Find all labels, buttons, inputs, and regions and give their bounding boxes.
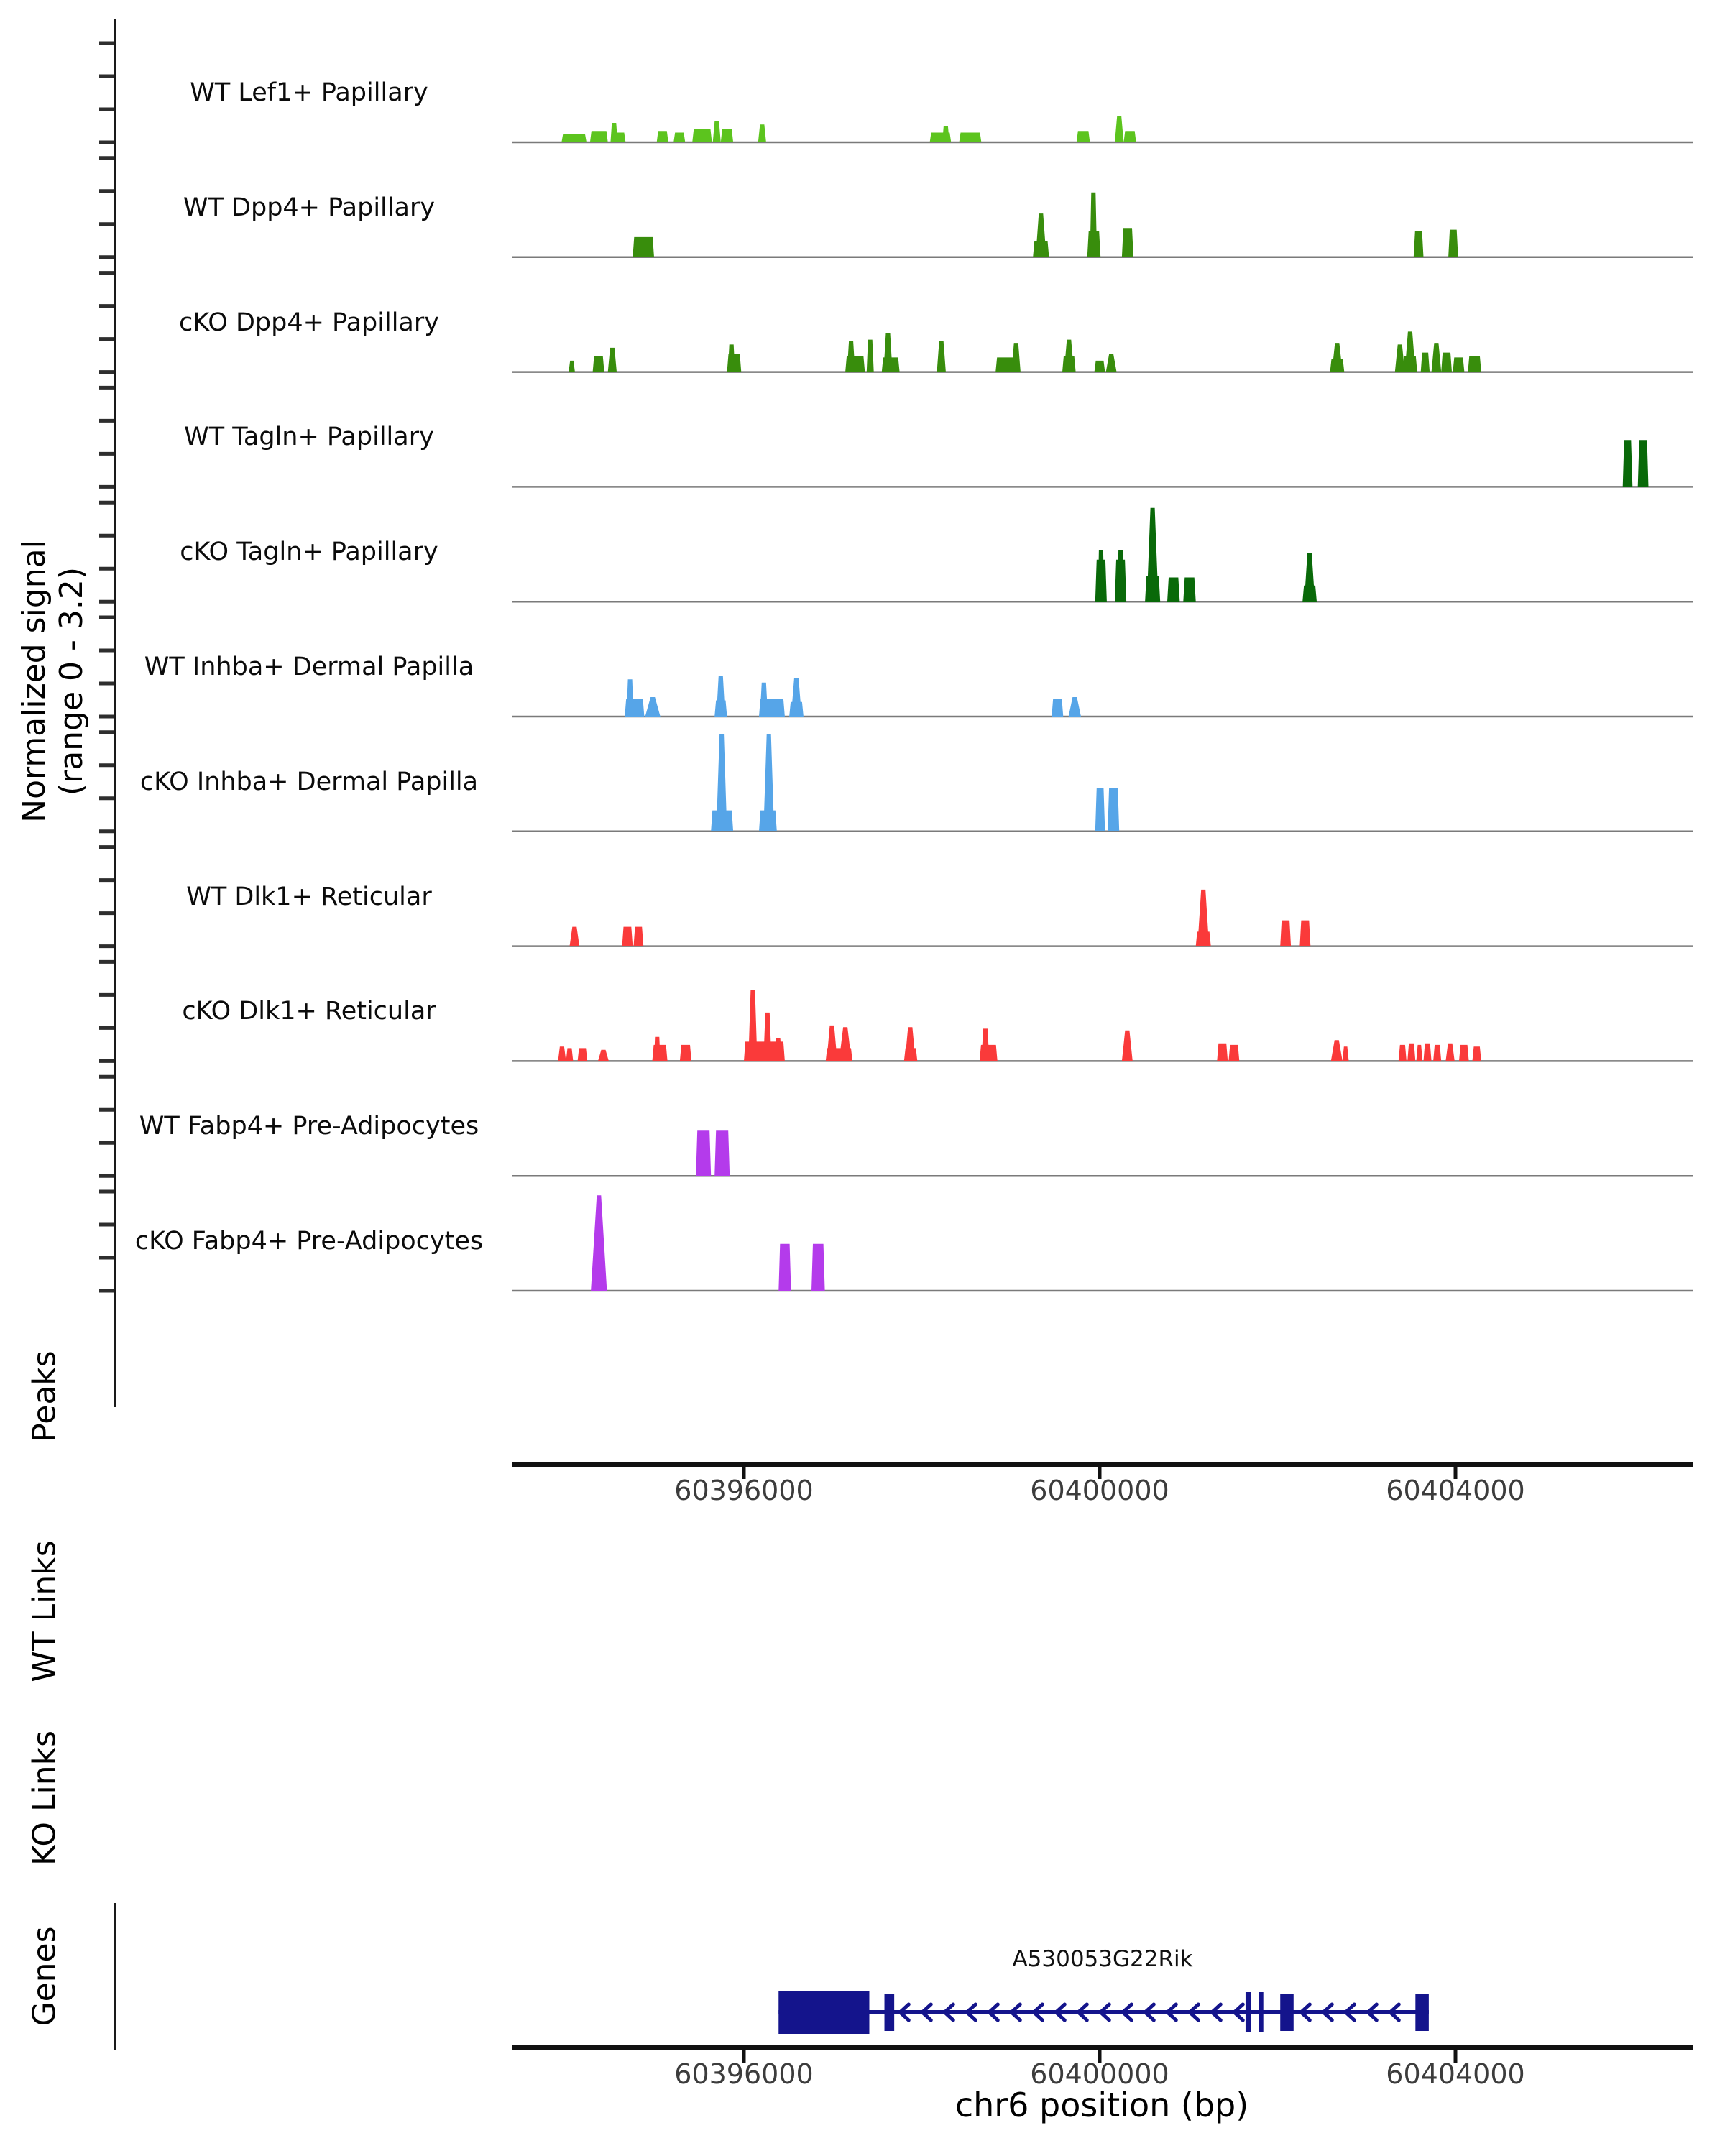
track-label: WT Dpp4+ Papillary: [183, 193, 436, 222]
gene-name-label: A530053G22Rik: [1012, 1946, 1193, 1972]
track-label: WT Inhba+ Dermal Papilla: [144, 653, 474, 681]
gene-exon: [1259, 1992, 1264, 2032]
track-label: cKO Dlk1+ Reticular: [182, 997, 436, 1026]
track-label: cKO Inhba+ Dermal Papilla: [139, 767, 479, 796]
track-label: WT Lef1+ Papillary: [190, 78, 428, 107]
signal-peaks: [570, 890, 1311, 946]
track-label: WT Dlk1+ Reticular: [186, 882, 432, 911]
x-axis-title: chr6 position (bp): [954, 2086, 1249, 2124]
axis-tick-label: 60400000: [1030, 2058, 1169, 2090]
track-label: cKO Tagln+ Papillary: [180, 538, 438, 567]
track-label: cKO Fabp4+ Pre-Adipocytes: [134, 1227, 484, 1256]
signal-peaks: [625, 676, 1081, 717]
axis-tick-label: 60396000: [674, 2058, 814, 2090]
signal-peaks: [1095, 508, 1317, 602]
section-label-peaks: Peaks: [26, 1350, 63, 1442]
section-label-ko-links: KO Links: [26, 1730, 63, 1866]
signal-peaks: [561, 116, 1136, 142]
track-label: WT Tagln+ Papillary: [184, 423, 434, 452]
signal-peaks: [696, 1130, 730, 1176]
gene-exon: [778, 1991, 869, 2034]
axis-tick-label: 60396000: [674, 1475, 814, 1506]
gene-exon: [885, 1994, 895, 2031]
genomic-axis-line: [512, 2045, 1693, 2050]
genomic-axis-line: [512, 1462, 1693, 1467]
signal-peaks: [558, 990, 1481, 1061]
section-label-wt-links: WT Links: [26, 1540, 63, 1682]
gene-exon: [1415, 1994, 1429, 2031]
y-axis-label: [16, 540, 91, 823]
signal-peaks: [1623, 440, 1649, 487]
axis-tick-label: 60404000: [1386, 2058, 1525, 2090]
section-label-genes: Genes: [26, 1926, 63, 2027]
gene-exon: [1246, 1992, 1251, 2032]
signal-peaks: [569, 331, 1481, 372]
axis-tick-label: 60400000: [1030, 1475, 1169, 1506]
signal-peaks: [591, 1195, 825, 1291]
axis-tick-label: 60404000: [1386, 1475, 1525, 1506]
track-label: cKO Dpp4+ Papillary: [179, 308, 439, 337]
signal-peaks: [632, 193, 1458, 257]
signal-peaks: [711, 734, 1119, 831]
y-axis-label-line2: (range 0 - 3.2): [53, 566, 90, 796]
gene-exon: [1280, 1994, 1294, 2031]
track-label: WT Fabp4+ Pre-Adipocytes: [139, 1112, 479, 1141]
y-axis-label-line1: Normalized signal: [16, 540, 52, 823]
